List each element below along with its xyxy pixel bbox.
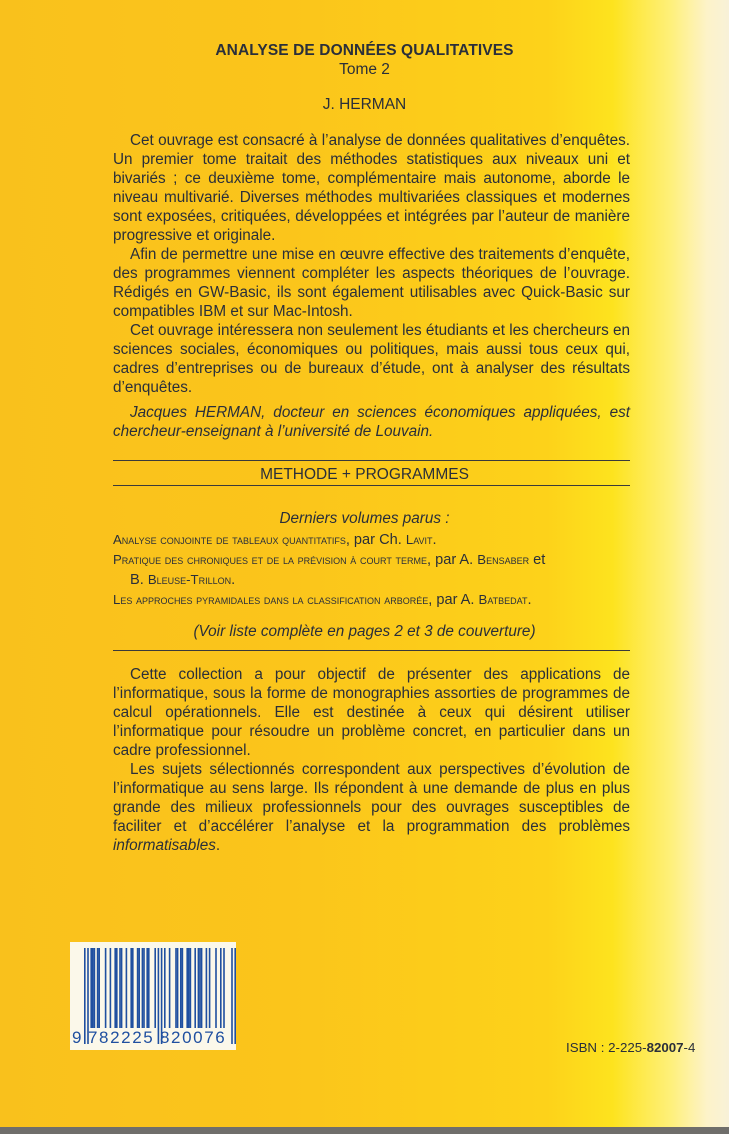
series-name: METHODE + PROGRAMMES [260,466,469,483]
collection-paragraph: Les sujets sélectionnés correspondent aux perspectives d’évolution de l’informatique au sens large. Ils répondent à une demande de plus en plus grande des milieux professionnels pour des ouvrages susceptibles de faciliter et d’accélérer l’analyse et la programmation des problèmes informatisables. [113,761,630,854]
barcode-bar [177,948,179,1028]
volume-label: Tome 2 [339,61,390,78]
barcode-bar [220,948,222,1028]
divider [113,650,630,651]
barcode-bar [194,948,196,1028]
barcode-bar [121,948,123,1028]
barcode-bar [175,948,177,1028]
barcode-bar [148,948,150,1028]
description-block [113,131,630,441]
barcode-bar [206,948,208,1028]
barcode-bar [234,948,236,1044]
barcode-bar [146,948,148,1028]
divider [113,485,630,486]
volume-item: Pratique des chroniques et de la prévision à court terme, par A. Bensaber et B. Bleuse-Trillon. [113,552,546,588]
barcode-first-digit: 9 [72,1028,84,1047]
barcode-bar [143,948,145,1028]
barcode-bar [98,948,100,1028]
barcode-bar [138,948,140,1028]
barcode-bar [105,948,107,1028]
barcode [70,942,236,1050]
barcode-bar [169,948,171,1028]
barcode-bar [137,948,139,1028]
barcode-bar [231,948,233,1044]
barcode-right-digits: 820076 [160,1028,227,1047]
barcode-bar [130,948,132,1028]
barcode-bar [116,948,118,1028]
description-paragraph: Cet ouvrage est consacré à l’analyse de données qualitatives d’enquêtes. Un premier tome traitait des méthodes statistiques aux niveaux uni et bivariés ; ce deuxième tome, complémentaire mais autonome, aborde le niveau multivarié. Diverses méthodes multivariées classiques et modernes sont exposées, critiquées, développées et intégrées par l’auteur de manière progressive et originale. [113,132,630,244]
barcode-bar [92,948,94,1028]
barcode-bar [186,948,188,1028]
isbn: ISBN : 2-225-82007-4 [566,1040,696,1055]
description-paragraph: Afin de permettre une mise en œuvre effective des traitements d’enquête, des programmes viennent compléter les aspects théoriques de l’ouvrage. Rédigés en GW-Basic, ils sont également utilisables avec Quick-Basic sur compatibles IBM et sur Mac-Intosh. [113,246,630,320]
author-bio: Jacques HERMAN, docteur en sciences économiques appliquées, est chercheur-enseignant à l’université de Louvain. [113,404,630,440]
bottom-edge [0,1127,729,1134]
divider [113,460,630,461]
volume-item: Les approches pyramidales dans la classification arborée, par A. Batbedat. [113,592,532,608]
collection-block [113,665,630,855]
collection-paragraph: Cette collection a pour objectif de présenter des applications de l’informatique, sous la forme de monographies assorties de programmes de calcul opérationnels. Elle est destinée à ceux qui désirent utiliser l’informatique pour résoudre un problème concret, en particulier dans un cadre professionnel. [113,666,630,759]
barcode-bar [215,948,217,1028]
book-title: ANALYSE DE DONNÉES QUALITATIVES [215,42,514,59]
barcode-bar [90,948,92,1028]
barcode-bar [223,948,225,1028]
barcode-bar [164,948,166,1028]
volume-list [113,530,630,610]
barcode-bar [198,948,200,1028]
author-name: J. HERMAN [322,96,407,113]
barcode-bar [142,948,144,1028]
barcode-bar [119,948,121,1028]
recent-volumes-heading: Derniers volumes parus : [279,510,450,527]
barcode-bar [110,948,112,1028]
barcode-bar [84,948,86,1044]
barcode-bar [97,948,99,1028]
barcode-bar [209,948,211,1028]
barcode-bar [201,948,203,1028]
barcode-bar [132,948,134,1028]
barcode-bar [190,948,192,1028]
description-paragraph: Cet ouvrage intéressera non seulement les étudiants et les chercheurs en sciences sociales, économiques ou politiques, mais aussi tous ceux qui, cadres d’entreprises ou de bureaux d’étude, ont à analyser des résultats d’enquêtes. [113,322,630,396]
barcode-bar [180,948,182,1028]
barcode-bar [94,948,96,1028]
barcode-bar [199,948,201,1028]
barcode-bar [154,948,156,1028]
full-list-note: (Voir liste complète en pages 2 et 3 de couverture) [193,623,536,640]
barcode-bar [188,948,190,1028]
barcode-bar [182,948,184,1028]
barcode-bar [114,948,116,1028]
barcode-left-digits: 782225 [88,1028,155,1047]
barcode-bar [158,948,160,1044]
volume-item: Analyse conjointe de tableaux quantitatifs, par Ch. Lavit. [113,532,437,548]
barcode-bar [126,948,128,1028]
